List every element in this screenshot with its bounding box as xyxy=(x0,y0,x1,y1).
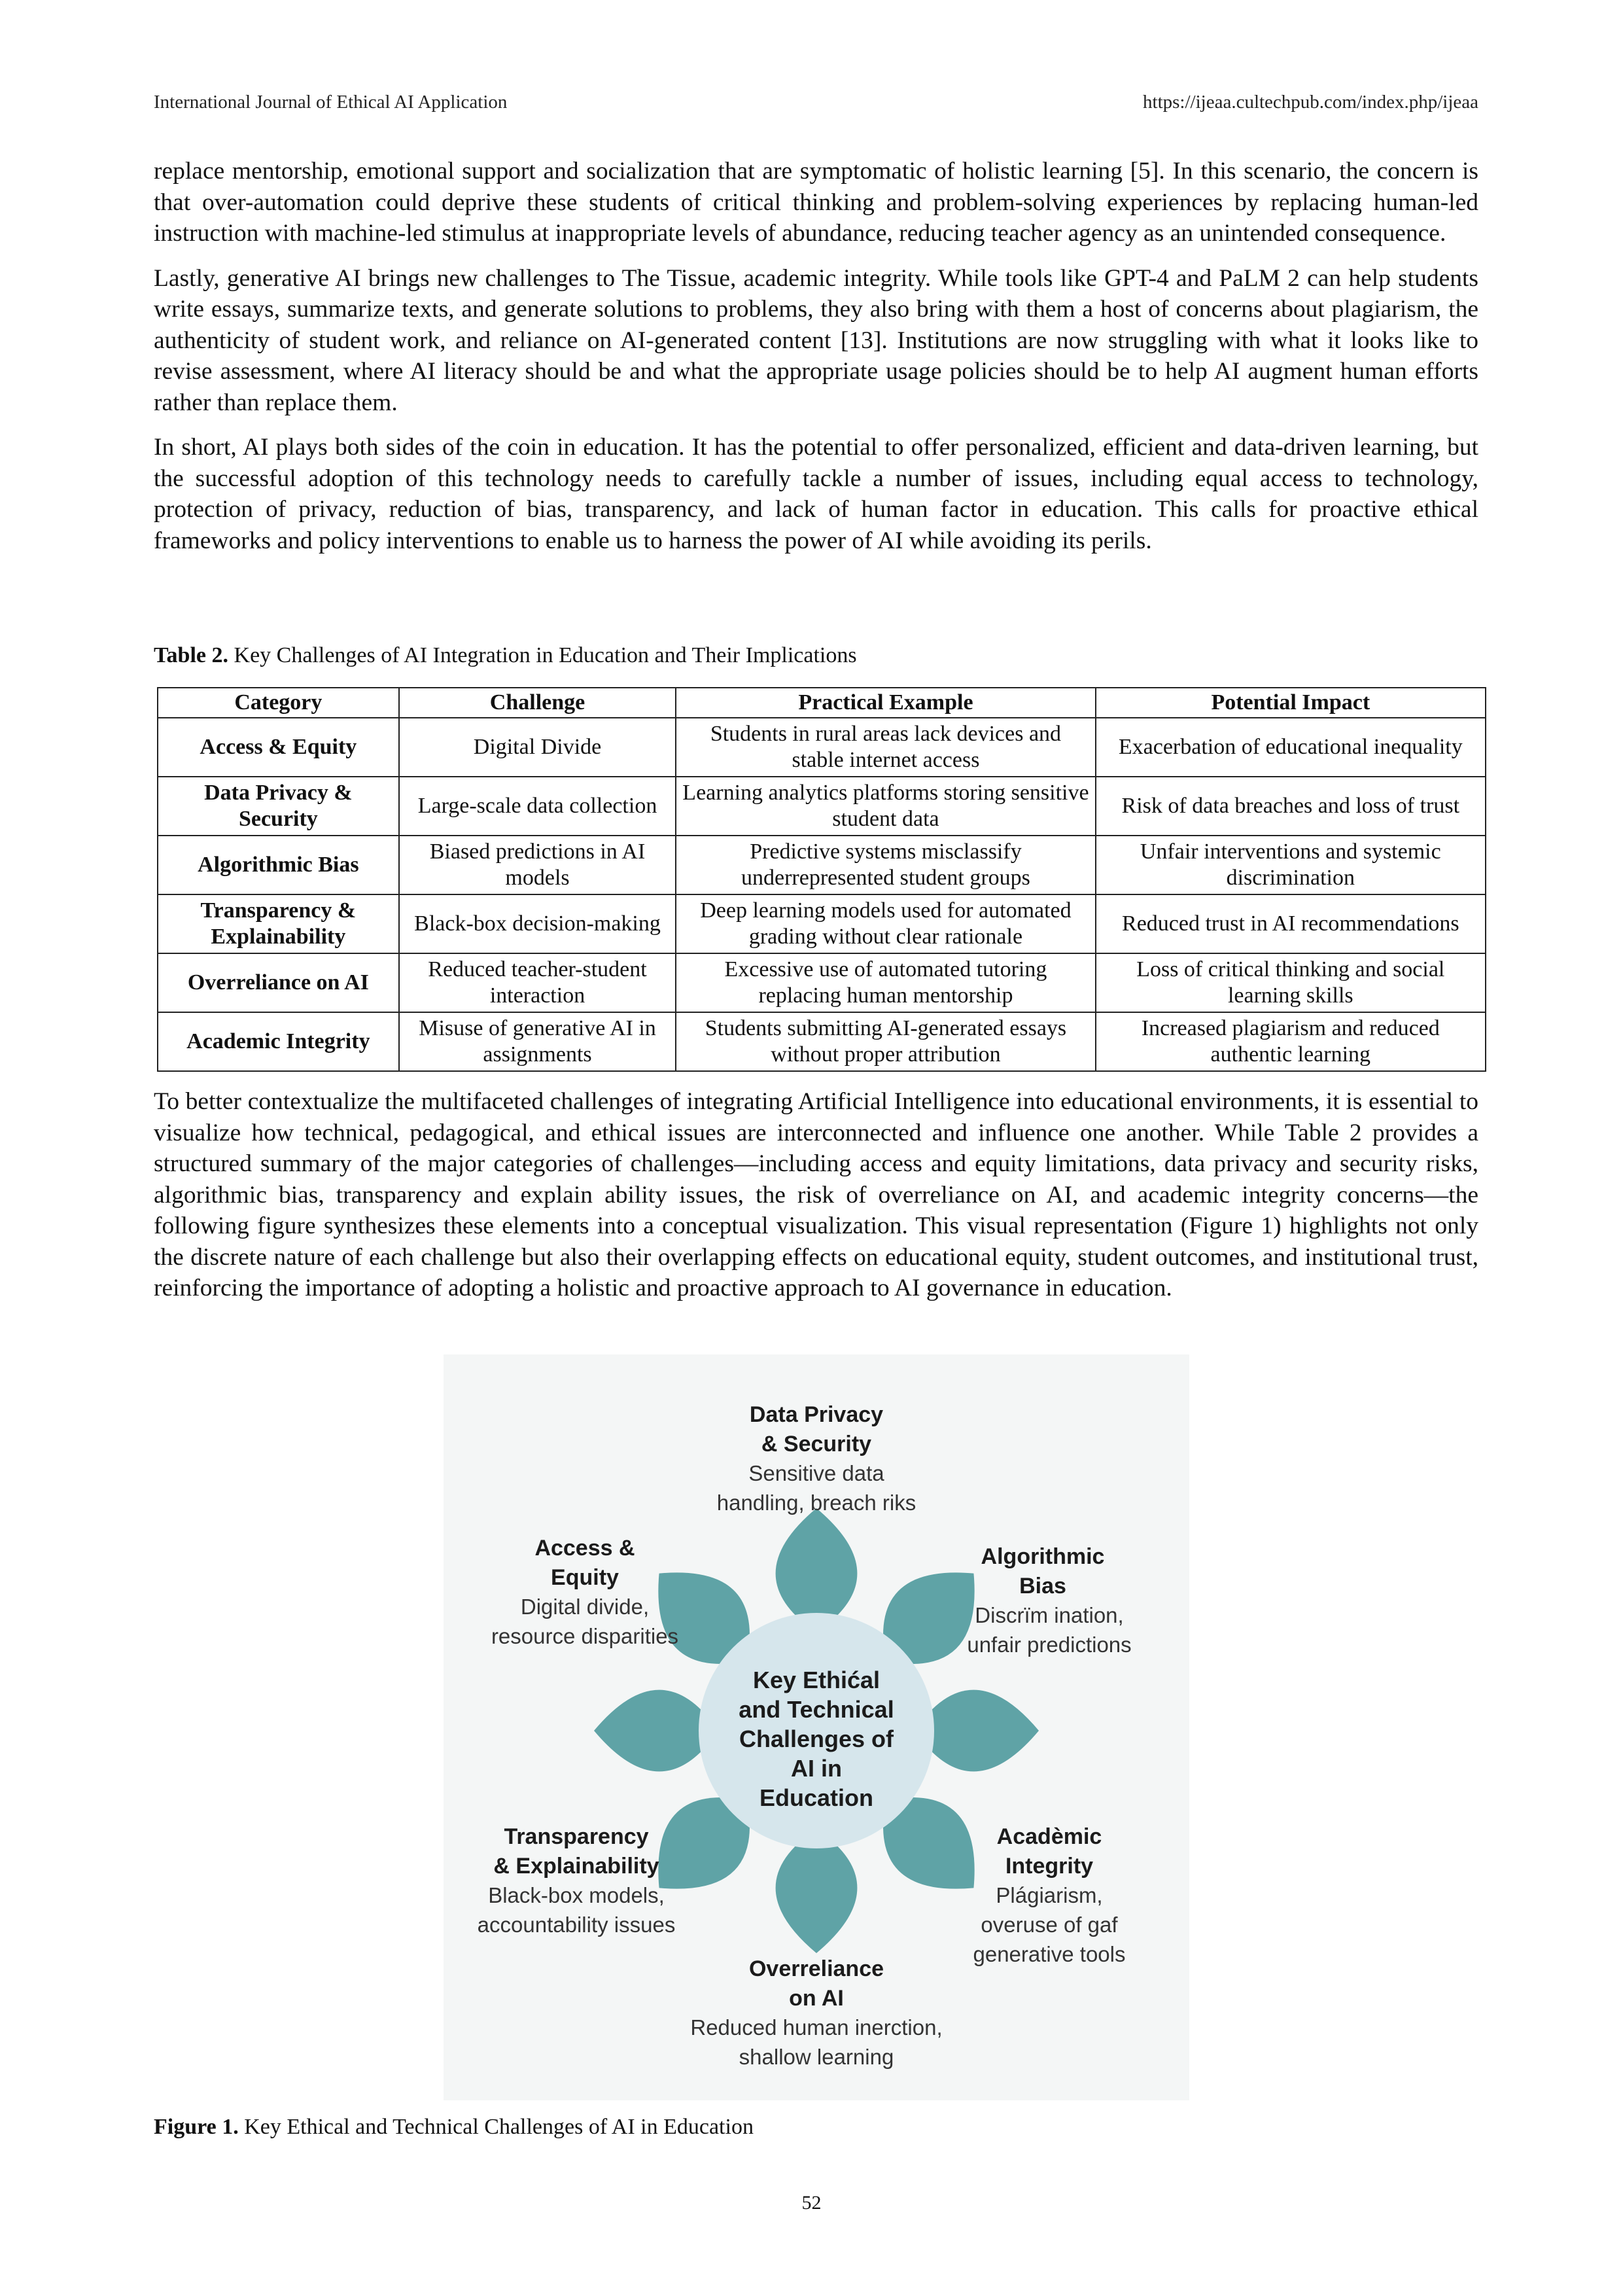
example-cell: Learning analytics platforms storing sensitive student data xyxy=(676,777,1095,836)
example-cell: Students in rural areas lack devices and stable internet access xyxy=(676,718,1095,777)
category-cell: Algorithmic Bias xyxy=(158,836,399,894)
challenge-cell: Digital Divide xyxy=(399,718,676,777)
table-caption xyxy=(154,643,857,668)
impact-cell: Increased plagiarism and reduced authentic learning xyxy=(1096,1012,1486,1071)
svg-text:accountability issues: accountability issues xyxy=(477,1913,676,1937)
label-access-equity xyxy=(491,1536,678,1648)
example-cell: Predictive systems misclassify underrepresented student groups xyxy=(676,836,1095,894)
center-label-line: Education xyxy=(759,1784,874,1811)
table-row xyxy=(158,953,1486,1012)
example-cell: Deep learning models used for automated grading without clear rationale xyxy=(676,894,1095,953)
svg-text:& Explainability: & Explainability xyxy=(493,1854,659,1879)
svg-text:unfair predictions: unfair predictions xyxy=(967,1633,1132,1657)
column-header: Potential Impact xyxy=(1096,688,1486,718)
label-algorithmic-bias xyxy=(967,1544,1131,1657)
impact-cell: Reduced trust in AI recommendations xyxy=(1096,894,1486,953)
center-label-line: AI in xyxy=(791,1755,842,1782)
category-cell: Overreliance on AI xyxy=(158,953,399,1012)
table-caption-text: Key Challenges of AI Integration in Education and Their Implications xyxy=(228,643,857,667)
challenge-cell: Misuse of generative AI in assignments xyxy=(399,1012,676,1071)
svg-text:Integrity: Integrity xyxy=(1005,1854,1094,1879)
svg-text:shallow learning: shallow learning xyxy=(739,2045,894,2069)
column-header: Practical Example xyxy=(676,688,1095,718)
table-row xyxy=(158,1012,1486,1071)
svg-text:on AI: on AI xyxy=(789,1986,844,2011)
challenge-cell: Black-box decision-making xyxy=(399,894,676,953)
svg-text:Discrïm ination,: Discrïm ination, xyxy=(975,1603,1124,1627)
example-cell: Students submitting AI-generated essays without proper attribution xyxy=(676,1012,1095,1071)
svg-text:handling, breach riks: handling, breach riks xyxy=(716,1491,916,1515)
paragraph: In short, AI plays both sides of the coin in education. It has the potential to offer personalized, efficient and data-driven learning, but the successful adoption of this technology needs to carefully tackle a number of issues, including equal access to technology, protection of privacy, reduction of bias, transparency, and lack of human factor in education. This calls for proactive ethical frameworks and policy interventions to enable us to harness the power of AI while avoiding its perils. xyxy=(154,434,1478,554)
body-text-bottom xyxy=(154,1086,1478,1318)
category-cell: Academic Integrity xyxy=(158,1012,399,1071)
figure-caption-text: Key Ethical and Technical Challenges of AI in Education xyxy=(238,2115,754,2139)
column-header: Challenge xyxy=(399,688,676,718)
svg-text:Bias: Bias xyxy=(1019,1574,1066,1598)
svg-text:Equity: Equity xyxy=(551,1565,619,1590)
label-transparency xyxy=(478,1824,676,1937)
svg-text:generative tools: generative tools xyxy=(973,1942,1126,1966)
impact-cell: Risk of data breaches and loss of trust xyxy=(1096,777,1486,836)
page-number: 52 xyxy=(801,2192,822,2214)
paragraph: To better contextualize the multifaceted challenges of integrating Artificial Intelligence into educational environments, it is essential to visualize how technical, pedagogical, and ethical issues are interconnected and influence one another. While Table 2 provides a structured summary of the major categories of challenges—including access and equity limitations, data privacy and security risks, algorithmic bias, transparency and explain ability issues, the risk of overreliance on AI, and academic integrity concerns—the following figure synthesizes these elements into a conceptual visualization. This visual representation (Figure 1) highlights not only the discrete nature of each challenge but also their overlapping effects on educational equity, student outcomes, and institutional trust, reinforcing the importance of adopting a holistic and proactive approach to AI governance in education. xyxy=(154,1088,1478,1301)
table-header-row xyxy=(158,688,1486,718)
svg-text:overuse of gaf: overuse of gaf xyxy=(981,1913,1118,1937)
svg-text:Reduced human inerction,: Reduced human inerction, xyxy=(690,2015,943,2040)
table-row xyxy=(158,894,1486,953)
label-overreliance xyxy=(690,1956,942,2069)
svg-text:Black-box models,: Black-box models, xyxy=(488,1883,665,1907)
body-text-top xyxy=(154,156,1478,570)
challenges-table xyxy=(157,687,1486,1072)
svg-text:Digital divide,: Digital divide, xyxy=(520,1595,650,1619)
center-label-line: and Technical xyxy=(739,1696,894,1723)
paragraph: Lastly, generative AI brings new challenges to The Tissue, academic integrity. While tools like GPT-4 and PaLM 2 can help students write essays, summarize texts, and generate solutions to problems, they also bring with them a host of concerns about plagiarism, the authenticity of student work, and reliance on AI-generated content [13]. Institutions are now struggling with what it looks like to revise assessment, where AI literacy should be and what the appropriate usage policies should be to help AI augment human efforts rather than replace them. xyxy=(154,264,1478,416)
category-cell: Data Privacy & Security xyxy=(158,777,399,836)
running-head xyxy=(154,92,1478,113)
label-data-privacy xyxy=(717,1402,916,1515)
figure-caption-label: Figure 1. xyxy=(154,2115,239,2139)
column-header: Category xyxy=(158,688,399,718)
svg-text:Data Privacy: Data Privacy xyxy=(749,1402,884,1427)
label-academic-integrity xyxy=(973,1824,1126,1966)
journal-name: International Journal of Ethical AI Application xyxy=(154,92,508,113)
category-cell: Transparency & Explainability xyxy=(158,894,399,953)
figure-1 xyxy=(444,1354,1189,2100)
journal-url[interactable]: https://ijeaa.cultechpub.com/index.php/ijeaa xyxy=(1143,92,1478,113)
svg-text:Overreliance: Overreliance xyxy=(748,1956,884,1981)
svg-text:Algorithmic: Algorithmic xyxy=(981,1544,1105,1569)
impact-cell: Exacerbation of educational inequality xyxy=(1096,718,1486,777)
svg-text:Transparency: Transparency xyxy=(504,1824,649,1849)
impact-cell: Unfair interventions and systemic discrimination xyxy=(1096,836,1486,894)
table-row xyxy=(158,836,1486,894)
challenge-cell: Large-scale data collection xyxy=(399,777,676,836)
example-cell: Excessive use of automated tutoring replacing human mentorship xyxy=(676,953,1095,1012)
category-cell: Access & Equity xyxy=(158,718,399,777)
paragraph: replace mentorship, emotional support and socialization that are symptomatic of holistic learning [5]. In this scenario, the concern is that over-automation could deprive these students of critical thinking and problem-solving experiences by replacing human-led instruction with machine-led stimulus at inappropriate levels of abundance, reducing teacher agency as an unintended consequence. xyxy=(154,158,1478,247)
svg-text:Acadèmic: Acadèmic xyxy=(996,1824,1102,1849)
center-label-line: Key Ethićal xyxy=(752,1667,881,1693)
svg-text:& Security: & Security xyxy=(761,1432,872,1457)
impact-cell: Loss of critical thinking and social learning skills xyxy=(1096,953,1486,1012)
svg-text:Plágiarism,: Plágiarism, xyxy=(996,1883,1103,1907)
figure-caption xyxy=(154,2115,754,2140)
center-label-line: Challenges of xyxy=(739,1725,894,1752)
flower-diagram xyxy=(444,1354,1189,2100)
challenge-cell: Reduced teacher-student interaction xyxy=(399,953,676,1012)
svg-text:Access &: Access & xyxy=(534,1536,635,1561)
svg-text:Sensitive data: Sensitive data xyxy=(748,1461,884,1485)
challenge-cell: Biased predictions in AI models xyxy=(399,836,676,894)
table-row xyxy=(158,718,1486,777)
svg-text:resource disparities: resource disparities xyxy=(491,1624,679,1648)
table-caption-label: Table 2. xyxy=(154,643,229,667)
table-row xyxy=(158,777,1486,836)
